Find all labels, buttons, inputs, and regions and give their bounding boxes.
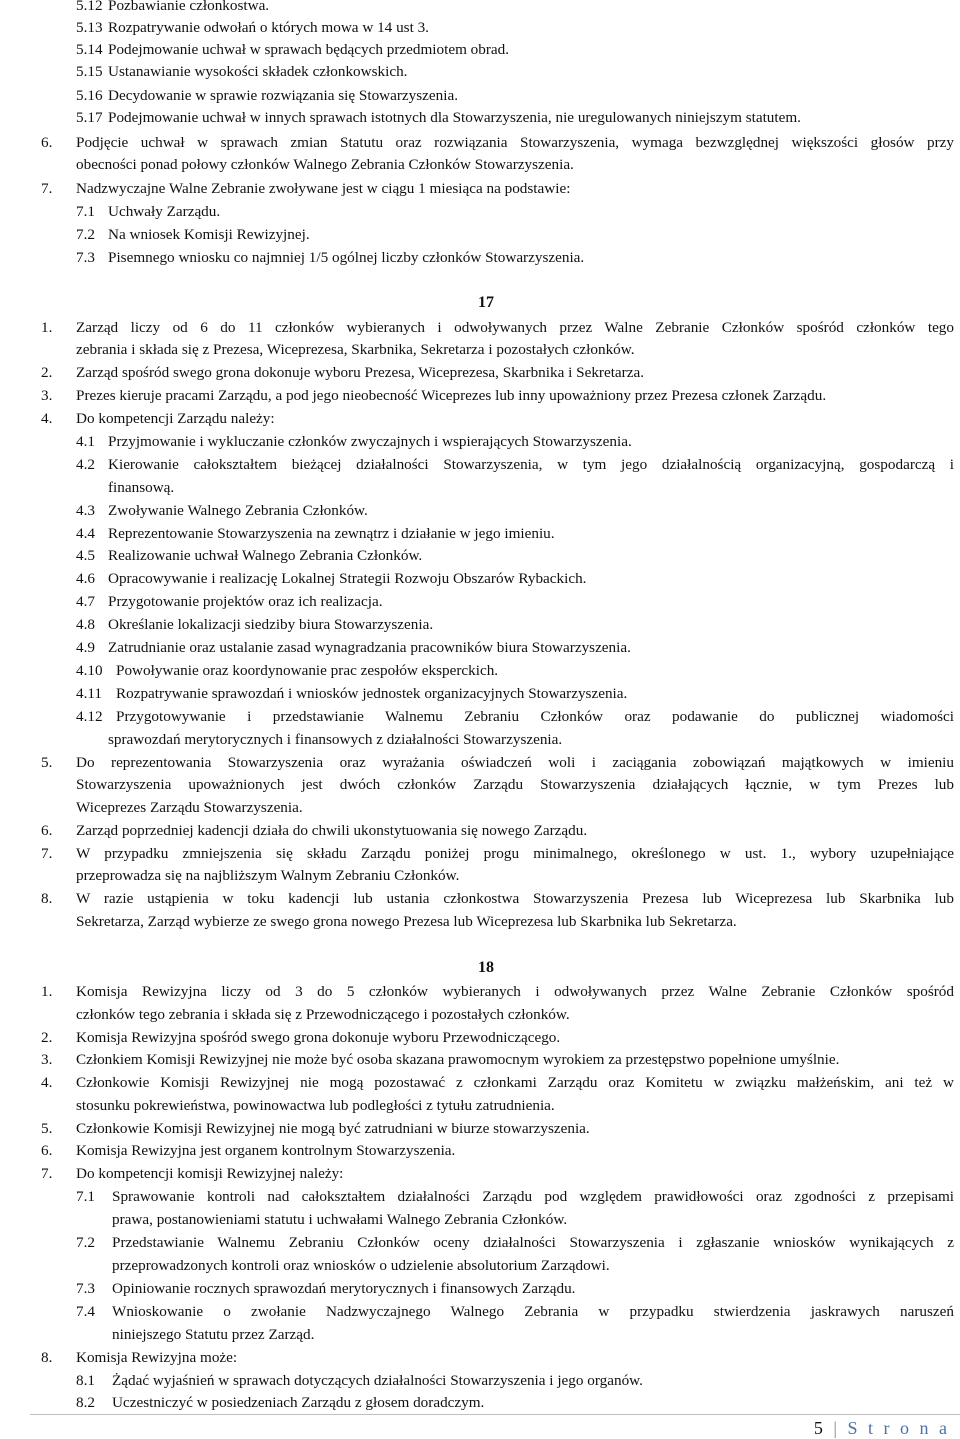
item-number: 7.1 bbox=[76, 203, 95, 220]
section-heading: 18 bbox=[478, 959, 494, 976]
text-line: prawa, postanowieniami statutu i uchwałami Walnego Zebrania Członków. bbox=[112, 1211, 568, 1228]
text-line: niniejszego Statutu przez Zarząd. bbox=[112, 1326, 315, 1343]
item-number: 8.2 bbox=[76, 1394, 95, 1411]
item-number: 4.3 bbox=[76, 502, 95, 519]
text-line: Nadzwyczajne Walne Zebranie zwoływane jest w ciągu 1 miesiąca na podstawie: bbox=[76, 180, 571, 197]
text-line: Sprawowanie kontroli nad całokształtem działalności Zarządu pod względem prawidłowości oraz zgodności z przepisami bbox=[112, 1188, 954, 1205]
item-number: 7. bbox=[41, 845, 53, 862]
item-number: 5.17 bbox=[76, 109, 103, 126]
footer-divider bbox=[30, 1414, 960, 1415]
item-number: 4.9 bbox=[76, 639, 95, 656]
item-number: 4.8 bbox=[76, 616, 95, 633]
text-line: Członkowie Komisji Rewizyjnej nie mogą być zatrudniani w biurze stowarzyszenia. bbox=[76, 1120, 590, 1137]
item-number: 4.10 bbox=[76, 662, 103, 679]
text-line: Do reprezentowania Stowarzyszenia oraz wyrażania oświadczeń woli i zaciągania zobowiązań majątkowych w imieniu bbox=[76, 754, 954, 771]
item-number: 7.3 bbox=[76, 249, 95, 266]
text-line: stosunku pokrewieństwa, powinowactwa lub podległości z tytułu zatrudnienia. bbox=[76, 1097, 555, 1114]
text-line: Przedstawianie Walnemu Zebraniu Członków oceny działalności Stowarzyszenia i zgłaszanie wniosków wynikających z bbox=[112, 1234, 954, 1251]
text-line: Zatrudnianie oraz ustalanie zasad wynagradzania pracowników biura Stowarzyszenia. bbox=[108, 639, 631, 656]
text-line: Komisja Rewizyjna może: bbox=[76, 1349, 238, 1366]
text-line: zebrania i składa się z Prezesa, Wiceprezesa, Skarbnika, Sekretarza i pozostałych członków. bbox=[76, 341, 635, 358]
footer-separator: | bbox=[833, 1418, 840, 1438]
text-line: finansową. bbox=[108, 479, 175, 496]
item-number: 7. bbox=[41, 1165, 53, 1182]
text-line: Reprezentowanie Stowarzyszenia na zewnątrz i działanie w jego imieniu. bbox=[108, 525, 555, 542]
text-line: Określanie lokalizacji siedziby biura Stowarzyszenia. bbox=[108, 616, 434, 633]
item-number: 4.11 bbox=[76, 685, 103, 702]
text-line: Prezes kieruje pracami Zarządu, a pod jego nieobecność Wiceprezes lub inny upoważniony przez Prezesa członek Zarządu. bbox=[76, 387, 827, 404]
text-line: Do kompetencji komisji Rewizyjnej należy: bbox=[76, 1165, 344, 1182]
item-number: 8.1 bbox=[76, 1372, 95, 1389]
item-number: 1. bbox=[41, 983, 53, 1000]
item-number: 8. bbox=[41, 1349, 53, 1366]
text-line: Rozpatrywanie sprawozdań i wniosków jednostek organizacyjnych Stowarzyszenia. bbox=[116, 685, 628, 702]
text-line: Podejmowanie uchwał w innych sprawach istotnych dla Stowarzyszenia, nie uregulowanych niniejszym statutem. bbox=[108, 109, 801, 126]
item-number: 6. bbox=[41, 822, 53, 839]
item-number: 6. bbox=[41, 134, 53, 151]
item-number: 7.2 bbox=[76, 1234, 95, 1251]
text-line: Wnioskowanie o zwołanie Nadzwyczajnego Walnego Zebrania w przypadku stwierdzenia jaskrawych naruszeń bbox=[112, 1303, 954, 1320]
item-number: 4.1 bbox=[76, 433, 95, 450]
item-number: 7. bbox=[41, 180, 53, 197]
text-line: Kierowanie całokształtem bieżącej działalności Stowarzyszenia, w tym jego działalnością organizacyjną, gospodarczą i bbox=[108, 456, 954, 473]
text-line: Komisja Rewizyjna liczy od 3 do 5 członków wybieranych i odwoływanych przez Walne Zebranie Członków spośród bbox=[76, 983, 954, 1000]
text-line: Żądać wyjaśnień w sprawach dotyczących działalności Stowarzyszenia i jego organów. bbox=[112, 1372, 643, 1389]
text-line: obecności ponad połowy członków Walnego Zebrania Członków Stowarzyszenia. bbox=[76, 156, 574, 173]
item-number: 5. bbox=[41, 754, 53, 771]
item-number: 4.2 bbox=[76, 456, 95, 473]
item-number: 2. bbox=[41, 364, 53, 381]
item-number: 4.6 bbox=[76, 570, 95, 587]
item-number: 4.4 bbox=[76, 525, 95, 542]
text-line: Do kompetencji Zarządu należy: bbox=[76, 410, 275, 427]
text-line: przeprowadza się na najbliższym Walnym Zebraniu Członków. bbox=[76, 867, 460, 884]
text-line: Ustanawianie wysokości składek członkowskich. bbox=[108, 63, 408, 80]
text-line: Podejmowanie uchwał w sprawach będących przedmiotem obrad. bbox=[108, 41, 510, 58]
text-line: Uchwały Zarządu. bbox=[108, 203, 221, 220]
item-number: 6. bbox=[41, 1142, 53, 1159]
item-number: 4.5 bbox=[76, 547, 95, 564]
text-line: Wiceprezes Zarządu Stowarzyszenia. bbox=[76, 799, 303, 816]
item-number: 5.14 bbox=[76, 41, 103, 58]
text-line: sprawozdań merytorycznych i finansowych z działalności Stowarzyszenia. bbox=[108, 731, 563, 748]
text-line: Na wniosek Komisji Rewizyjnej. bbox=[108, 226, 310, 243]
text-line: Stowarzyszenia upoważnionych jest dwóch członków Zarządu Stowarzyszenia działających łącznie, w tym Prezes lub bbox=[76, 776, 954, 793]
item-number: 4. bbox=[41, 1074, 53, 1091]
text-line: Przygotowywanie i przedstawianie Walnemu Zebraniu Członków oraz podawanie do publicznej wiadomości bbox=[116, 708, 954, 725]
item-number: 3. bbox=[41, 387, 53, 404]
text-line: Zarząd liczy od 6 do 11 członków wybieranych i odwoływanych przez Walne Zebranie Członków spośród członków tego bbox=[76, 319, 954, 336]
item-number: 4.7 bbox=[76, 593, 95, 610]
text-line: Opracowywanie i realizację Lokalnej Strategii Rozwoju Obszarów Rybackich. bbox=[108, 570, 587, 587]
item-number: 5. bbox=[41, 1120, 53, 1137]
item-number: 7.4 bbox=[76, 1303, 95, 1320]
item-number: 8. bbox=[41, 890, 53, 907]
text-line: W razie ustąpienia w toku kadencji lub ustania członkostwa Stowarzyszenia Prezesa lub Wiceprezesa lub Skarbnika lub bbox=[76, 890, 954, 907]
item-number: 7.2 bbox=[76, 226, 95, 243]
item-number: 5.13 bbox=[76, 19, 103, 36]
text-line: Sekretarza, Zarząd wybierze ze swego grona nowego Prezesa lub Wiceprezesa lub Skarbnika lub Sekretarza. bbox=[76, 913, 737, 930]
text-line: Realizowanie uchwał Walnego Zebrania Członków. bbox=[108, 547, 423, 564]
item-number: 5.12 bbox=[76, 0, 103, 14]
item-number: 7.1 bbox=[76, 1188, 95, 1205]
text-line: Zarząd spośród swego grona dokonuje wyboru Prezesa, Wiceprezesa, Skarbnika i Sekretarza. bbox=[76, 364, 645, 381]
item-number: 5.15 bbox=[76, 63, 103, 80]
page-number: 5 bbox=[813, 1418, 826, 1438]
item-number: 3. bbox=[41, 1051, 53, 1068]
text-line: Zarząd poprzedniej kadencji działa do chwili ukonstytuowania się nowego Zarządu. bbox=[76, 822, 588, 839]
item-number: 1. bbox=[41, 319, 53, 336]
text-line: Powoływanie oraz koordynowanie prac zespołów eksperckich. bbox=[116, 662, 499, 679]
item-number: 2. bbox=[41, 1029, 53, 1046]
item-number: 4. bbox=[41, 410, 53, 427]
item-number: 7.3 bbox=[76, 1280, 95, 1297]
text-line: członków tego zebrania i składa się z Przewodniczącego i pozostałych członków. bbox=[76, 1006, 570, 1023]
text-line: Przyjmowanie i wykluczanie członków zwyczajnych i wspierających Stowarzyszenia. bbox=[108, 433, 632, 450]
text-line: Zwoływanie Walnego Zebrania Członków. bbox=[108, 502, 368, 519]
text-line: Decydowanie w sprawie rozwiązania się Stowarzyszenia. bbox=[108, 87, 459, 104]
text-line: Komisja Rewizyjna jest organem kontrolnym Stowarzyszenia. bbox=[76, 1142, 456, 1159]
item-number: 5.16 bbox=[76, 87, 103, 104]
text-line: W przypadku zmniejszenia się składu Zarządu poniżej progu minimalnego, określonego w ust. 1., wybory uzupełniające bbox=[76, 845, 954, 862]
text-line: Podjęcie uchwał w sprawach zmian Statutu oraz rozwiązania Stowarzyszenia, wymaga bezwzględnej większości głosów przy bbox=[76, 134, 954, 151]
section-heading: 17 bbox=[478, 294, 494, 311]
text-line: Pozbawianie członkostwa. bbox=[108, 0, 270, 14]
text-line: Opiniowanie rocznych sprawozdań merytorycznych i finansowych Zarządu. bbox=[112, 1280, 576, 1297]
text-line: Pisemnego wniosku co najmniej 1/5 ogólnej liczby członków Stowarzyszenia. bbox=[108, 249, 585, 266]
text-line: Przygotowanie projektów oraz ich realizacja. bbox=[108, 593, 383, 610]
text-line: Uczestniczyć w posiedzeniach Zarządu z głosem doradczym. bbox=[112, 1394, 485, 1411]
text-line: Rozpatrywanie odwołań o których mowa w 14 ust 3. bbox=[108, 19, 429, 36]
text-line: Komisja Rewizyjna spośród swego grona dokonuje wyboru Przewodniczącego. bbox=[76, 1029, 561, 1046]
text-line: przeprowadzonych kontroli oraz wniosków o udzielenie absolutorium Zarządowi. bbox=[112, 1257, 610, 1274]
text-line: Członkiem Komisji Rewizyjnej nie może być osoba skazana prawomocnym wyrokiem za przestępstwo popełnione umyślnie. bbox=[76, 1051, 840, 1068]
page-label: S t r o n a bbox=[847, 1418, 950, 1438]
item-number: 4.12 bbox=[76, 708, 103, 725]
text-line: Członkowie Komisji Rewizyjnej nie mogą pozostawać z członkami Zarządu oraz Komitetu w związku małżeńskim, ani też w bbox=[76, 1074, 954, 1091]
